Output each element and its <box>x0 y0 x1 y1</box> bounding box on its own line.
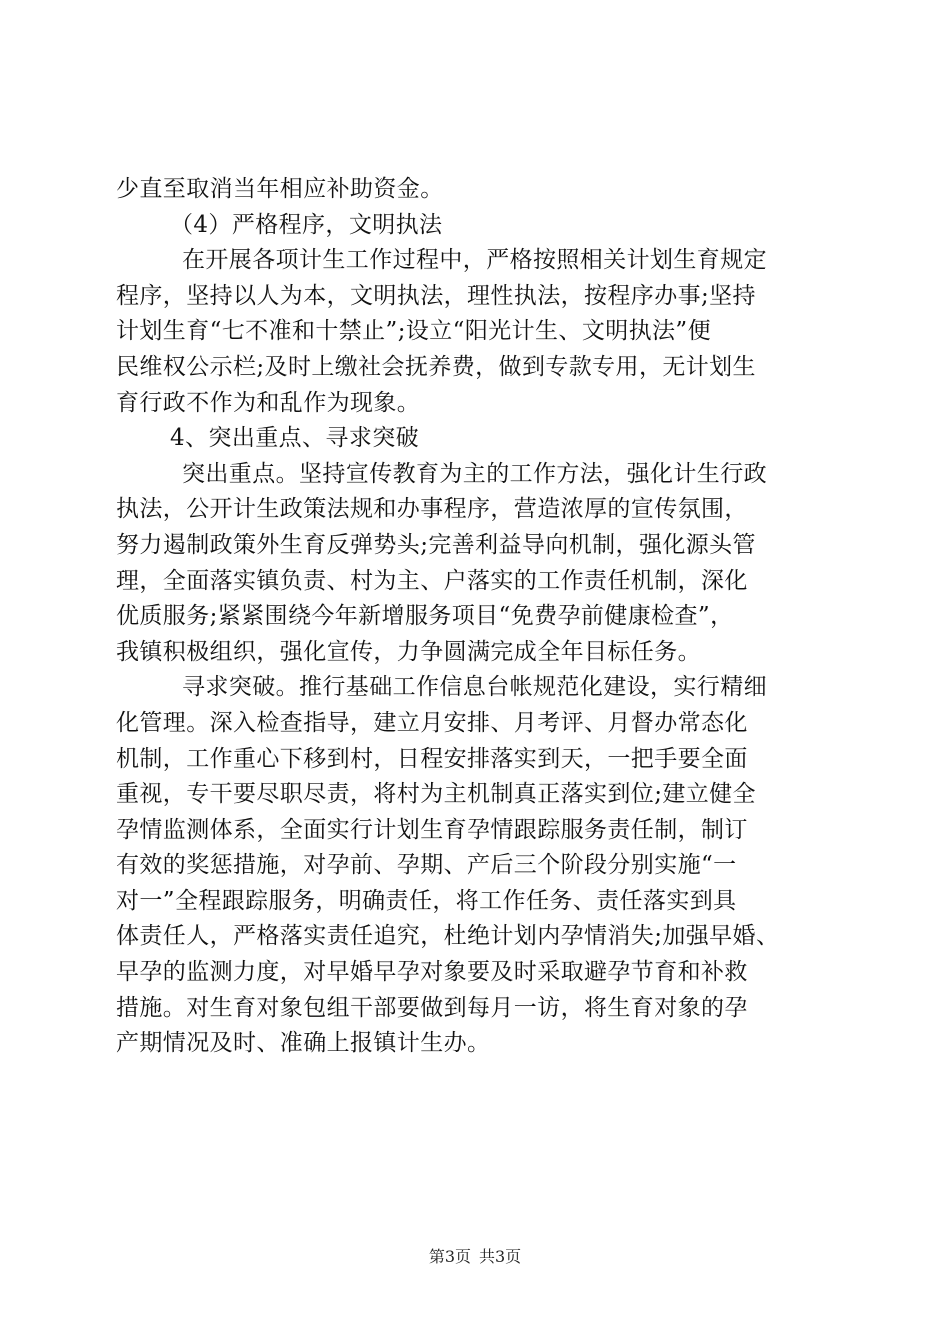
section-heading: 4、突出重点、寻求突破 <box>170 425 420 452</box>
text-line: 在开展各项计生工作过程中，严格按照相关计划生育规定 <box>182 247 767 274</box>
text-line: 产期情况及时、准确上报镇计生办。 <box>116 1030 491 1057</box>
page-footer <box>0 1247 950 1267</box>
document-body <box>116 172 836 1062</box>
text-line: 重视，专干要尽职尽责，将村为主机制真正落实到位;建立健全 <box>116 781 756 808</box>
text-line: 对一”全程跟踪服务，明确责任，将工作任务、责任落实到具 <box>116 887 737 914</box>
text-line: 民维权公示栏;及时上缴社会抚养费，做到专款专用，无计划生 <box>116 353 756 380</box>
text-line: 孕情监测体系，全面实行计划生育孕情跟踪服务责任制，制订 <box>116 816 748 843</box>
page-total: 共3页 <box>479 1247 522 1266</box>
text-line: 我镇积极组织，强化宣传，力争圆满完成全年目标任务。 <box>116 638 701 665</box>
text-line: 计划生育“七不准和十禁止”;设立“阳光计生、文明执法”便 <box>116 318 711 345</box>
page-number: 第3页 <box>428 1247 471 1266</box>
text-line: 体责任人，严格落实责任追究，杜绝计划内孕情消失;加强早婚、 <box>116 923 780 950</box>
text-line: 程序，坚持以人为本，文明执法，理性执法，按程序办事;坚持 <box>116 282 756 309</box>
text-line: 早孕的监测力度，对早婚早孕对象要及时采取避孕节育和补救 <box>116 959 748 986</box>
text-line: 措施。对生育对象包组干部要做到每月一访，将生育对象的孕 <box>116 994 748 1021</box>
text-line: 突出重点。坚持宣传教育为主的工作方法，强化计生行政 <box>182 460 767 487</box>
text-line: 寻求突破。推行基础工作信息台帐规范化建设，实行精细 <box>182 674 767 701</box>
text-line: 优质服务;紧紧围绕今年新增服务项目“免费孕前健康检查”， <box>116 603 734 630</box>
subsection-heading: （4）严格程序，文明执法 <box>170 211 443 238</box>
text-line: 努力遏制政策外生育反弹势头;完善利益导向机制，强化源头管 <box>116 531 756 558</box>
text-line: 育行政不作为和乱作为现象。 <box>116 389 421 416</box>
text-line: 少直至取消当年相应补助资金。 <box>116 176 444 202</box>
text-line: 理，全面落实镇负责、村为主、户落实的工作责任机制，深化 <box>116 567 748 594</box>
text-line: 执法，公开计生政策法规和办事程序，营造浓厚的宣传氛围， <box>116 496 748 523</box>
text-line: 有效的奖惩措施，对孕前、孕期、产后三个阶段分别实施“一 <box>116 852 737 879</box>
text-line: 化管理。深入检查指导，建立月安排、月考评、月督办常态化 <box>116 709 748 736</box>
text-line: 机制，工作重心下移到村，日程安排落实到天，一把手要全面 <box>116 745 748 772</box>
